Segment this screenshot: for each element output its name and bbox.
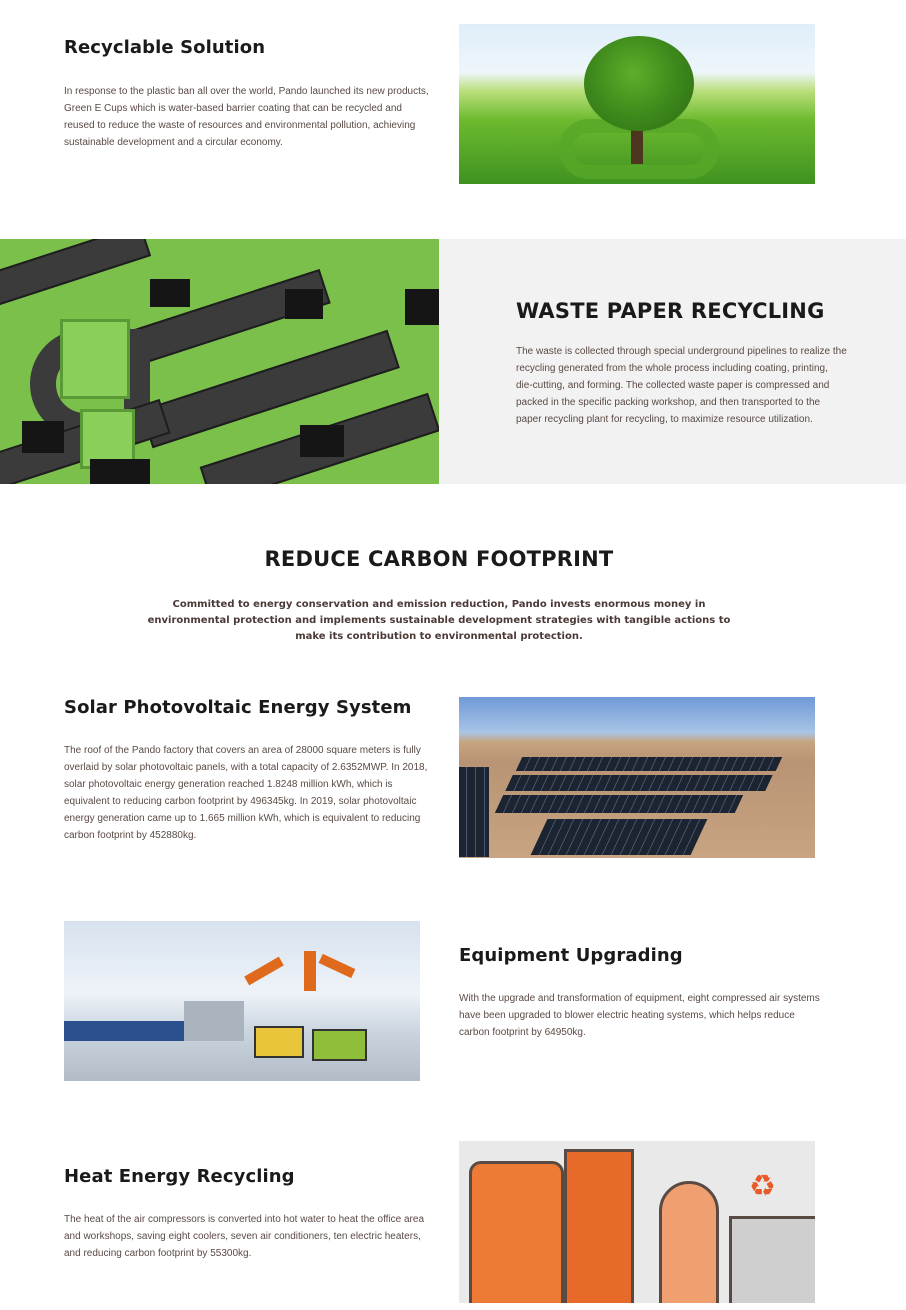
- recyclable-title: Recyclable Solution: [64, 37, 266, 58]
- solar-line: The roof of the Pando factory that covers an area of 28000 square meters is fully: [64, 745, 421, 756]
- waste-line: paper recycling plant for recycling, to maximize resource utilization.: [516, 414, 813, 425]
- recyclable-line: reused to reduce the waste of resources and environmental pollution, achieving: [64, 120, 416, 131]
- filter-unit: [729, 1216, 815, 1303]
- solar-panels-image: [459, 697, 815, 858]
- recyclable-line: sustainable development and a circular economy.: [64, 137, 283, 148]
- equipment-line: have been upgraded to blower electric heating systems, which helps reduce: [459, 1010, 795, 1021]
- tree-crown: [584, 36, 694, 131]
- recyclable-line: In response to the plastic ban all over the world, Pando launched its new products,: [64, 86, 429, 97]
- recycle-icon: ♻: [749, 1169, 776, 1204]
- carbon-intro: [0, 597, 878, 645]
- heat-line: and workshops, saving eight coolers, seven air conditioners, ten electric heaters,: [64, 1231, 421, 1242]
- solar-line: carbon footprint by 452880kg.: [64, 830, 197, 841]
- conveyor-image: [0, 239, 439, 484]
- solar-line: energy generation came up to 1.665 million kWh, which is equivalent to reducing: [64, 813, 421, 824]
- heat-recycling-diagram-image: [459, 1141, 815, 1303]
- factory-image: [64, 921, 420, 1081]
- recyclable-text: [64, 83, 434, 151]
- equipment-text: [459, 990, 829, 1041]
- waste-line: packed in the specific packing workshop, and then transported to the: [516, 397, 821, 408]
- equipment-line: With the upgrade and transformation of equipment, eight compressed air systems: [459, 993, 820, 1004]
- waste-line: The waste is collected through special underground pipelines to realize the: [516, 346, 847, 357]
- equipment-title: Equipment Upgrading: [459, 945, 683, 966]
- heat-line: The heat of the air compressors is converted into hot water to heat the office area: [64, 1214, 425, 1225]
- solar-line: equivalent to reducing carbon footprint by 496345kg. In 2019, solar photovoltaic: [64, 796, 417, 807]
- carbon-line: Committed to energy conservation and emission reduction, Pando invests enormous money in: [172, 599, 706, 610]
- recycle-tree-image: [459, 24, 815, 184]
- recyclable-line: Green E Cups which is water-based barrier coating that can be recycled and: [64, 103, 402, 114]
- solar-text: [64, 742, 434, 844]
- equipment-line: carbon footprint by 64950kg.: [459, 1027, 586, 1038]
- heat-title: Heat Energy Recycling: [64, 1166, 295, 1187]
- solar-line: solar photovoltaic energy generation reached 1.8248 million kWh, which is: [64, 779, 393, 790]
- carbon-title: REDUCE CARBON FOOTPRINT: [264, 547, 614, 571]
- solar-line: overlaid by solar photovoltaic panels, with a total capacity of 2.6352MWP. In 2018,: [64, 762, 428, 773]
- heat-line: and reducing carbon footprint by 55300kg.: [64, 1248, 252, 1259]
- waste-line: recycling generated from the whole process including coating, printing,: [516, 363, 828, 374]
- carbon-line: environmental protection and implements sustainable development strategies with tangible actions to: [147, 615, 731, 626]
- carbon-line: make its contribution to environmental protection.: [295, 631, 583, 642]
- waste-text: [516, 343, 856, 428]
- waste-line: die-cutting, and forming. The collected waste paper is compressed and: [516, 380, 830, 391]
- waste-title: WASTE PAPER RECYCLING: [516, 299, 825, 323]
- solar-title: Solar Photovoltaic Energy System: [64, 697, 412, 718]
- heat-text: [64, 1211, 434, 1262]
